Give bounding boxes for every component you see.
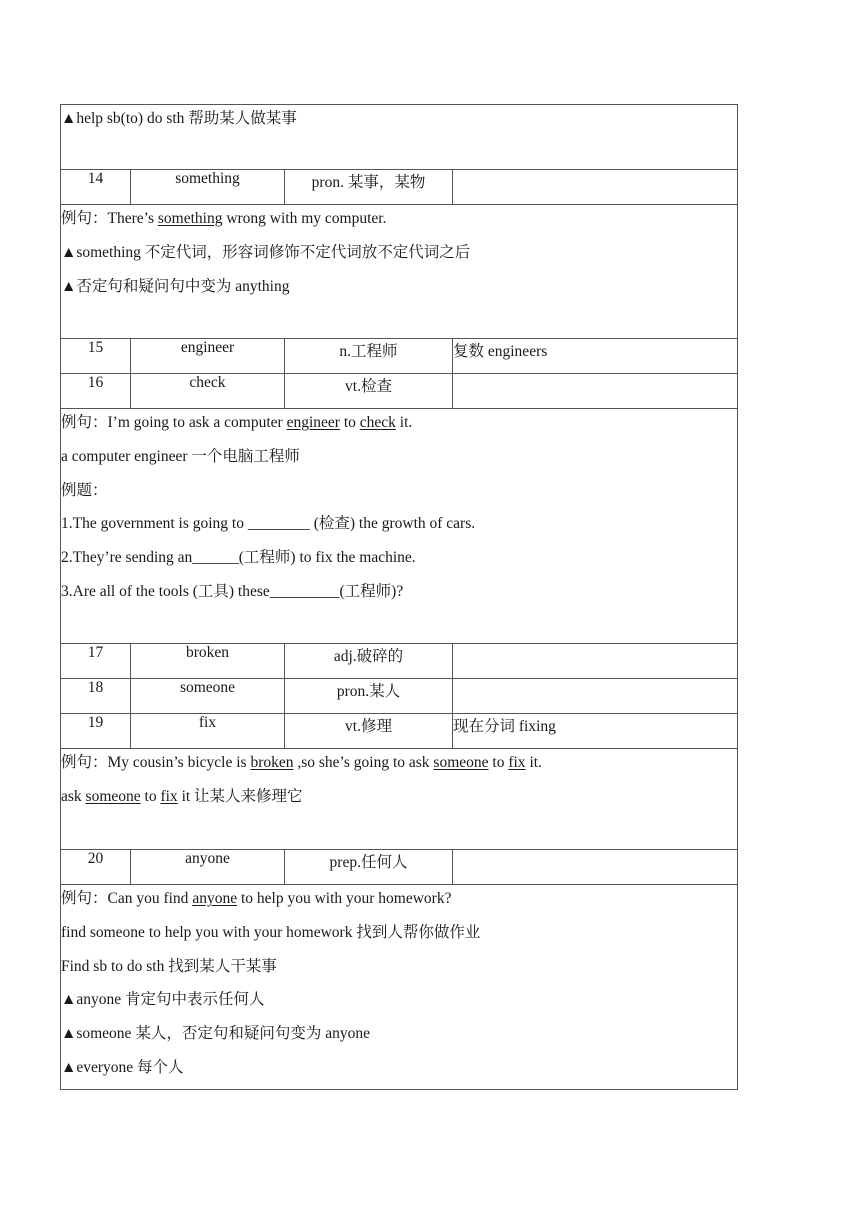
vocabulary-table [60,104,738,1090]
example-row [61,205,738,339]
entry-part-of-speech: prep.任何人 [285,850,453,885]
example-line [61,919,737,953]
example-line [61,443,737,477]
text-segment: 2.They’re sending an______(工程师) to fix the machine. [61,549,416,567]
example-line [61,105,737,139]
example-row [61,749,738,850]
entry-word: someone [131,679,285,714]
text-segment: ▲anyone 肯定句中表示任何人 [61,991,265,1009]
text-segment: ▲everyone 每个人 [61,1058,184,1076]
underlined-keyword: fix [508,754,526,771]
entry-word: anyone [131,850,285,885]
example-cell [61,205,738,339]
entry-part-of-speech: vt.检查 [285,374,453,409]
example-cell [61,409,738,644]
text-segment: it 让某人来修理它 [177,787,303,805]
text-segment: to [488,754,509,771]
entry-number: 15 [61,339,131,374]
entry-note: 复数 engineers [453,339,738,374]
text-segment: ▲否定句和疑问句中变为 anything [61,277,290,295]
word-row [61,644,738,679]
text-segment: to [339,414,360,431]
example-cell [61,105,738,170]
entry-word: something [131,170,285,205]
word-row [61,714,738,749]
text-segment: ask [61,787,86,805]
word-row [61,374,738,409]
underlined-keyword: someone [433,754,489,771]
text-segment: 3.Are all of the tools (工具) these_________(工程师)? [61,582,404,600]
text-segment: ▲something 不定代词，形容词修饰不定代词放不定代词之后 [61,243,471,261]
text-segment: 1.The government is going to ________ (检查) the growth of cars. [61,515,476,533]
text-segment: 例题： [61,481,108,499]
entry-note [453,644,738,679]
text-segment: to [140,787,161,805]
text-segment: 例句：Can you find [61,890,193,907]
example-cell [61,749,738,850]
text-segment: ▲help sb(to) do sth 帮助某人做某事 [61,110,297,127]
example-line [61,510,737,544]
text-segment: find someone to help you with your homework 找到人帮你做作业 [61,923,481,941]
entry-part-of-speech: adj.破碎的 [285,644,453,679]
entry-number: 14 [61,170,131,205]
entry-number: 19 [61,714,131,749]
underlined-keyword: someone [85,787,141,805]
entry-number: 20 [61,850,131,885]
example-line [61,477,737,511]
entry-word: engineer [131,339,285,374]
word-row [61,339,738,374]
entry-note [453,374,738,409]
text-segment: it. [525,754,542,771]
entry-part-of-speech: pron. 某事，某物 [285,170,453,205]
entry-word: fix [131,714,285,749]
example-row [61,105,738,170]
underlined-keyword: engineer [286,414,340,431]
example-line [61,578,737,612]
word-row [61,850,738,885]
entry-number: 16 [61,374,131,409]
underlined-keyword: fix [160,787,178,805]
example-line [61,273,737,307]
text-segment: 例句：I’m going to ask a computer [61,414,287,431]
entry-word: broken [131,644,285,679]
example-line [61,239,737,273]
example-line [61,544,737,578]
text-segment: ▲someone 某人，否定句和疑问句变为 anyone [61,1025,370,1043]
entry-word: check [131,374,285,409]
entry-part-of-speech: n.工程师 [285,339,453,374]
example-row [61,409,738,644]
word-row [61,679,738,714]
example-line [61,1020,737,1054]
text-segment: a computer engineer 一个电脑工程师 [61,447,300,465]
example-line [61,205,737,239]
underlined-keyword: something [157,210,223,227]
entry-part-of-speech: pron.某人 [285,679,453,714]
entry-number: 17 [61,644,131,679]
example-line [61,986,737,1020]
example-line [61,783,737,817]
example-cell [61,885,738,1090]
text-segment: Find sb to do sth 找到某人干某事 [61,957,277,975]
underlined-keyword: anyone [192,890,238,907]
text-segment: it. [395,414,413,431]
example-line [61,885,737,919]
example-line [61,953,737,987]
entry-number: 18 [61,679,131,714]
underlined-keyword: broken [250,754,294,771]
entry-part-of-speech: vt.修理 [285,714,453,749]
example-line [61,409,737,443]
example-line [61,1054,737,1088]
underlined-keyword: check [359,414,396,431]
entry-note: 现在分词 fixing [453,714,738,749]
example-row [61,885,738,1090]
text-segment: ,so she’s going to ask [293,754,434,771]
text-segment: 例句：My cousin’s bicycle is [61,754,251,771]
entry-note [453,850,738,885]
text-segment: 例句：There’s [61,210,158,227]
word-row [61,170,738,205]
text-segment: to help you with your homework? [237,890,452,907]
text-segment: wrong with my computer. [222,210,387,227]
entry-note [453,679,738,714]
example-line [61,749,737,783]
entry-note [453,170,738,205]
